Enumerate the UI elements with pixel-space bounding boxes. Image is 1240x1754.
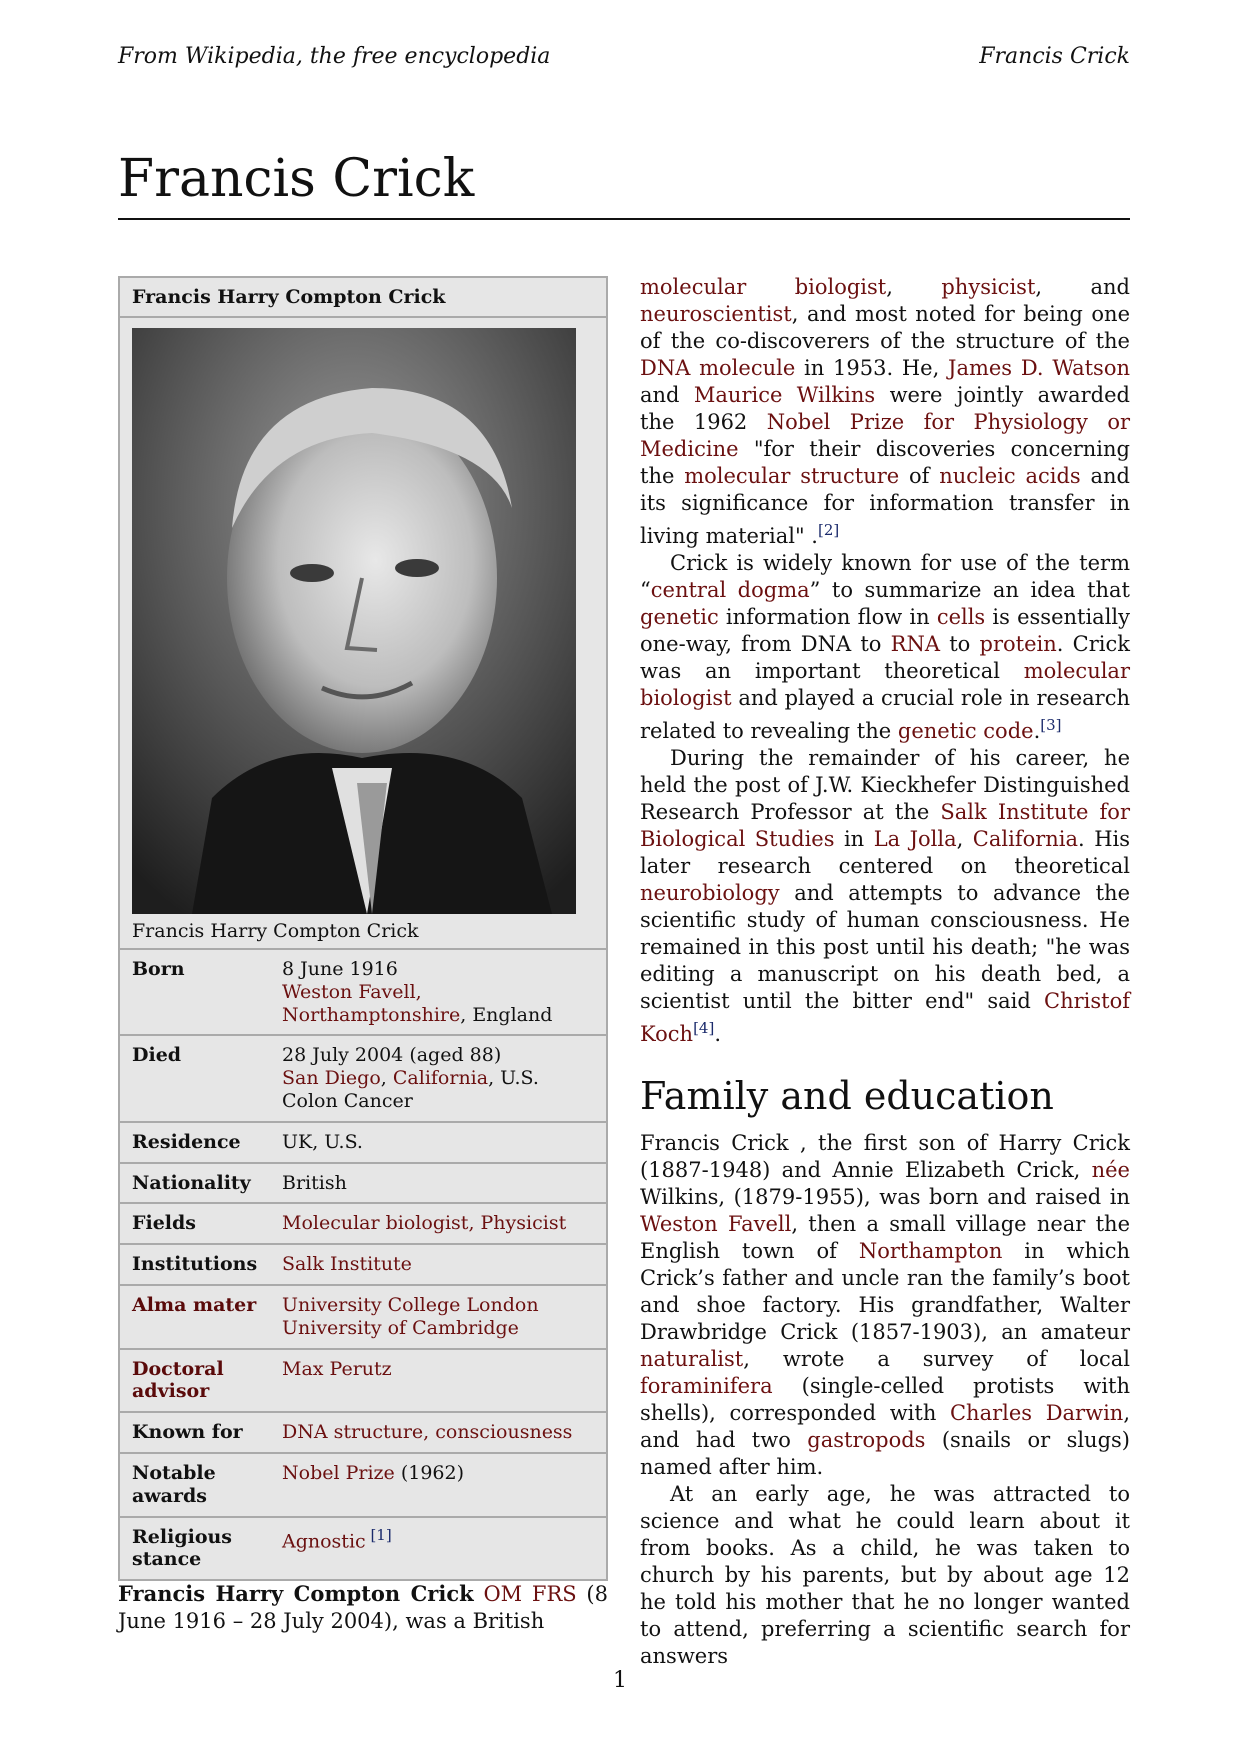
institutions-label: Institutions: [132, 1253, 258, 1276]
reference-1[interactable]: [1]: [365, 1525, 392, 1544]
separator: ,: [380, 1067, 393, 1090]
text-run: and its significance for information transfer in living material" .: [640, 464, 1130, 548]
subject-name: Francis Harry Compton Crick: [118, 1581, 474, 1606]
link-neuroscientist[interactable]: neuroscientist: [640, 302, 792, 326]
running-header: [118, 44, 1130, 69]
doctoral-advisor-label[interactable]: Doctoral advisor: [132, 1357, 224, 1403]
link-james-watson[interactable]: James D. Watson: [948, 356, 1131, 380]
alma-mater-label[interactable]: Alma mater: [132, 1293, 257, 1316]
link-california-2[interactable]: California: [972, 827, 1079, 851]
infobox-heading: Francis Harry Compton Crick: [120, 278, 606, 318]
text-run: (single-celled protists with shells), corresponded with: [640, 1373, 1130, 1425]
died-country: , U.S.: [488, 1067, 539, 1090]
text-run: Crick is widely known for use of the term “: [640, 551, 1130, 602]
known-for-label: Known for: [132, 1421, 243, 1444]
link-frs[interactable]: FRS: [531, 1582, 577, 1606]
link-weston-favell[interactable]: Weston Favell,: [282, 980, 422, 1003]
infobox-row-alma-mater: [120, 1286, 606, 1350]
portrait-illustration: [132, 328, 576, 914]
text-run: of: [899, 464, 940, 488]
link-gastropods[interactable]: gastropods: [807, 1427, 926, 1452]
text-run: in which Crick’s father and uncle ran the family’s boot and shoe factory. His grandfather, Walter Drawbridge Crick (1857-1903), an amateur: [640, 1238, 1130, 1344]
text-run: Francis Crick , the first son of Harry Crick (1887-1948) and Annie Elizabeth Crick,: [640, 1130, 1130, 1182]
paragraph-2: [640, 550, 1130, 745]
text-run: ,: [886, 275, 942, 299]
link-protein[interactable]: protein: [979, 632, 1057, 656]
text-run: . Crick was an important theoretical: [640, 632, 1130, 683]
infobox-row-known-for: [120, 1413, 606, 1454]
link-la-jolla[interactable]: La Jolla: [873, 827, 957, 851]
infobox-row-doctoral-advisor: [120, 1350, 606, 1414]
link-nobel-prize-physiology[interactable]: Nobel Prize for Physiology or Medicine: [640, 410, 1131, 461]
lead-paragraph: [118, 1580, 608, 1635]
nationality-value: British: [282, 1171, 347, 1194]
link-molecular-biologist[interactable]: molecular biologist: [640, 275, 887, 299]
link-northamptonshire[interactable]: Northamptonshire: [282, 1003, 461, 1026]
text-run: ,: [956, 827, 973, 851]
link-charles-darwin[interactable]: Charles Darwin: [949, 1400, 1124, 1425]
died-value: [282, 1044, 594, 1112]
link-nucleic-acids[interactable]: nucleic acids: [939, 464, 1081, 488]
text-run: were jointly awarded the 1962: [640, 383, 1130, 434]
link-om[interactable]: OM: [483, 1582, 523, 1606]
link-fields[interactable]: Molecular biologist, Physicist: [282, 1212, 567, 1235]
text-run: , and most noted for being one of the co-discoverers of the structure of the: [640, 302, 1130, 353]
infobox-row-institutions: [120, 1245, 606, 1286]
link-weston-favell-2[interactable]: Weston Favell: [640, 1211, 792, 1236]
infobox-row-residence: [120, 1123, 606, 1164]
lead-text: (8 June 1916 – 28 July 2004), was a British: [118, 1582, 608, 1633]
link-naturalist[interactable]: naturalist: [640, 1346, 744, 1371]
reference-3[interactable]: [3]: [1040, 716, 1062, 734]
awards-label: Notable awards: [132, 1461, 216, 1507]
infobox-row-religious-stance: [120, 1518, 606, 1580]
infobox-row-nationality: [120, 1164, 606, 1205]
text-run: Wilkins, (1879-1955), was born and raised in: [640, 1184, 1130, 1209]
born-label: Born: [132, 958, 185, 980]
link-cambridge[interactable]: University of Cambridge: [282, 1316, 519, 1339]
link-dna-molecule[interactable]: DNA molecule: [640, 356, 796, 380]
link-cells[interactable]: cells: [936, 605, 986, 629]
paragraph-5: At an early age, he was attracted to science and what he could learn about it from books. As a child, he was taken to church by his parents, but by about age 12 he told his mother that he no longer wanted to attend, preferring a scientific search for answers: [640, 1481, 1130, 1668]
text-run: and: [640, 383, 694, 407]
section-heading-family: Family and education: [640, 1074, 1054, 1118]
text-run: and played a crucial role in research related to revealing the: [640, 686, 1130, 743]
link-rna[interactable]: RNA: [890, 632, 941, 656]
infobox-photo-block: [120, 318, 606, 950]
portrait-photo: [132, 328, 576, 914]
link-max-perutz[interactable]: Max Perutz: [282, 1357, 392, 1380]
text-run: , wrote a survey of local: [743, 1346, 1130, 1371]
link-maurice-wilkins[interactable]: Maurice Wilkins: [693, 383, 876, 407]
link-molecular-structure[interactable]: molecular structure: [684, 464, 900, 488]
link-christof-koch[interactable]: Christof Koch: [640, 989, 1130, 1046]
infobox-row-fields: [120, 1204, 606, 1245]
text-run: and attempts to advance the scientific study of human consciousness. He remained in this post until his death; "he was editing a manuscript on his death bed, a scientist until the bitter end" said: [640, 881, 1130, 1013]
link-salk-institute[interactable]: Salk Institute: [282, 1253, 412, 1276]
text-run: ” to summarize an idea that: [809, 578, 1130, 602]
born-date: 8 June 1916: [282, 958, 398, 980]
text-run: , and: [1035, 275, 1130, 299]
link-central-dogma[interactable]: central dogma: [650, 578, 810, 602]
text-run: to: [940, 632, 980, 656]
header-source: From Wikipedia, the free encyclopedia: [118, 44, 551, 69]
link-northampton[interactable]: Northampton: [858, 1238, 1003, 1263]
page-title: Francis Crick: [118, 148, 1130, 220]
photo-caption: Francis Harry Compton Crick: [132, 920, 419, 942]
link-salk-institute-studies[interactable]: Salk Institute for Biological Studies: [640, 800, 1130, 851]
text-run: .: [714, 1022, 721, 1046]
link-genetic-code[interactable]: genetic code: [897, 719, 1034, 743]
text-run: in: [834, 827, 874, 851]
main-column: [640, 274, 1130, 1670]
text-run: "for their discoveries concerning the: [640, 437, 1130, 488]
death-cause: Colon Cancer: [282, 1089, 413, 1112]
paragraph-3: [640, 745, 1130, 1048]
link-foraminifera[interactable]: foraminifera: [640, 1373, 773, 1398]
infobox-row-awards: [120, 1454, 606, 1518]
reference-2[interactable]: [2]: [817, 521, 840, 539]
died-date: 28 July 2004 (aged 88): [282, 1044, 502, 1067]
reference-4[interactable]: [4]: [693, 1019, 715, 1037]
text-run: is essentially one-way, from DNA to: [640, 605, 1130, 656]
link-genetic[interactable]: genetic: [640, 605, 719, 629]
text-run: .: [1033, 719, 1041, 743]
text-run: , and had two: [640, 1400, 1130, 1452]
page-number: 1: [613, 1668, 627, 1693]
text-run: . His later research centered on theoretical: [640, 827, 1130, 878]
infobox: [118, 276, 608, 1581]
died-label: Died: [132, 1044, 182, 1067]
link-physicist[interactable]: physicist: [941, 275, 1036, 299]
link-nee[interactable]: née: [1091, 1157, 1130, 1182]
link-molecular-biologist-2[interactable]: molecular biologist: [640, 659, 1130, 710]
infobox-row-died: [120, 1036, 606, 1122]
text-run: in 1953. He,: [795, 356, 949, 380]
link-neurobiology[interactable]: neurobiology: [640, 881, 780, 905]
text-run: During the remainder of his career, he held the post of J.W. Kieckhefer Distinguished Research Professor at the: [640, 746, 1130, 824]
nationality-label: Nationality: [132, 1171, 251, 1194]
text-run: information flow in: [718, 605, 937, 629]
link-california[interactable]: California: [392, 1067, 489, 1090]
text-run: (snails or slugs) named after him.: [640, 1427, 1130, 1479]
link-agnostic[interactable]: Agnostic: [282, 1529, 366, 1552]
paragraph-1: [640, 274, 1130, 550]
link-san-diego[interactable]: San Diego: [282, 1067, 381, 1090]
link-nobel-prize[interactable]: Nobel Prize: [282, 1461, 395, 1484]
header-article-title: Francis Crick: [979, 44, 1130, 69]
residence-value: UK, U.S.: [282, 1130, 363, 1153]
fields-label: Fields: [132, 1212, 196, 1235]
paragraph-4: [640, 1130, 1130, 1481]
text-run: , then a small village near the English town of: [640, 1211, 1130, 1263]
link-ucl[interactable]: University College London: [282, 1293, 539, 1316]
born-country: , England: [460, 1003, 553, 1026]
award-year: (1962): [394, 1461, 465, 1484]
infobox-row-born: [120, 950, 606, 1036]
religious-stance-label: Religious stance: [132, 1525, 233, 1571]
born-value: [282, 958, 594, 1026]
link-known-for[interactable]: DNA structure, consciousness: [282, 1421, 573, 1444]
residence-label: Residence: [132, 1130, 241, 1153]
